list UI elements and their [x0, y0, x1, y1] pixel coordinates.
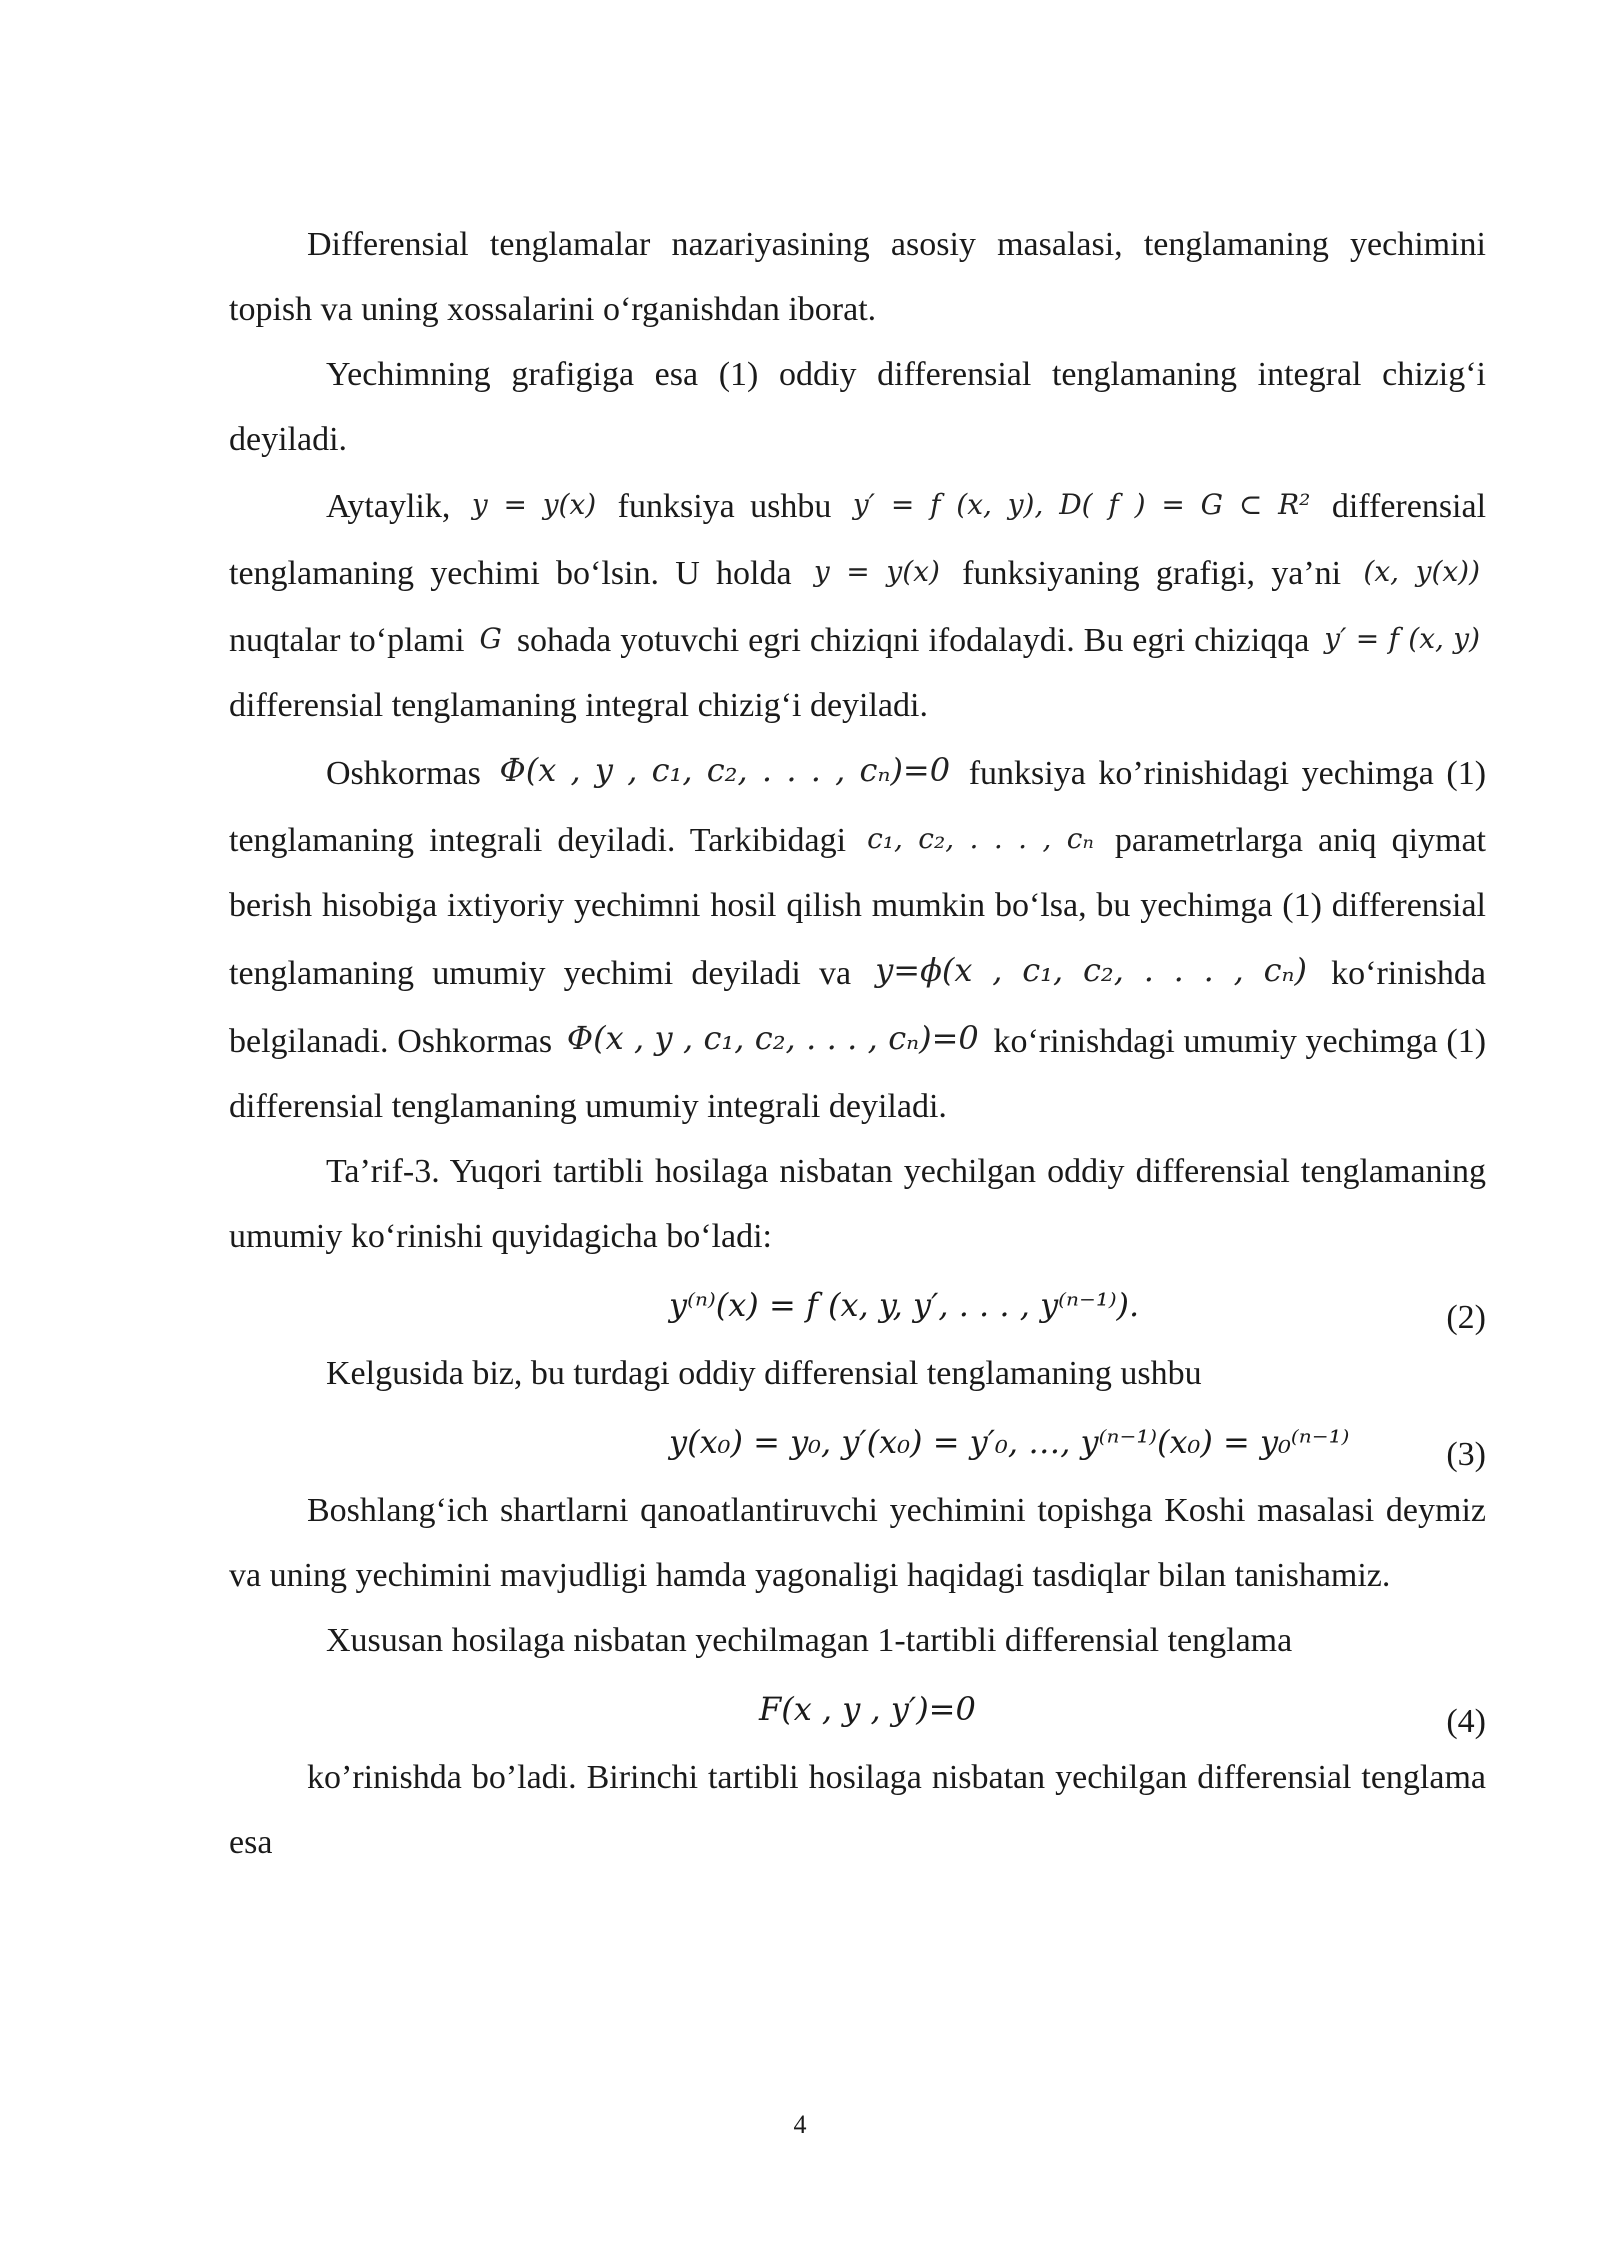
- page-number: 4: [793, 2110, 807, 2139]
- text-run: differensial tenglamaning yechimi bo‘lsin. U holda: [229, 488, 1487, 592]
- text-run: Oshkormas: [326, 755, 481, 792]
- paragraph-9: ko’rinishda bo’ladi. Birinchi tartibli hosilaga nisbatan yechilgan differensial tenglama esa: [229, 1759, 1486, 1861]
- paragraph-4: [229, 738, 1486, 1139]
- paragraph-6: Kelgusida biz, bu turdagi oddiy differensial tenglamaning ushbu: [326, 1355, 1202, 1392]
- text-run: funksiya ko’rinishidagi yechimga (1) tenglamaning integrali deyiladi. Tarkibidagi: [229, 755, 1487, 859]
- equation-2: [229, 1269, 1486, 1341]
- paragraph-8: Xususan hosilaga nisbatan yechilmagan 1-tartibli differensial tenglama: [326, 1622, 1293, 1659]
- equation-formula: F(x , y , y′)=0: [759, 1690, 976, 1728]
- equation-number: (2): [1446, 1299, 1486, 1336]
- text-run: nuqtalar to‘plami: [229, 622, 465, 659]
- text-run: differensial tenglamaning integral chizig‘i deyiladi.: [229, 687, 928, 724]
- formula-inline: c₁, c₂, . . . , cₙ: [867, 822, 1094, 855]
- equation-formula: y⁽ⁿ⁾(x) = f (x, y, y′, . . . , y⁽ⁿ⁻¹⁾).: [669, 1286, 1140, 1324]
- paragraph-2: Yechimning grafigiga esa (1) oddiy differensial tenglamaning integral chizig‘i deyiladi.: [229, 356, 1486, 458]
- formula-inline: y = y(x): [813, 555, 940, 588]
- text-run: funksiyaning grafigi, ya’ni: [962, 555, 1342, 592]
- text-run: parametrlarga aniq qiymat berish hisobiga ixtiyoriy yechimni hosil qilish mumkin bo‘lsa, bu yechimga (1) differensial tenglamaning umumiy yechimi deyiladi va: [229, 822, 1487, 992]
- text-run: ko‘rinishdagi umumiy yechimga (1) differensial tenglamaning umumiy integrali deyiladi.: [229, 1023, 1487, 1125]
- formula-inline: y′ = f (x, y), D( f ) = G ⊂ R²: [852, 488, 1311, 521]
- formula-inline: y = y(x): [471, 488, 597, 521]
- text-run: sohada yotuvchi egri chiziqni ifodalaydi. Bu egri chiziqqa: [516, 622, 1310, 659]
- paragraph-3: [229, 472, 1486, 738]
- body-text: [229, 212, 1486, 1875]
- formula-inline: y=ϕ(x , c₁, c₂, . . . , cₙ): [875, 951, 1308, 989]
- formula-inline: (x, y(x)): [1363, 555, 1481, 588]
- formula-inline: G: [479, 622, 502, 655]
- paragraph-5: Ta’rif-3. Yuqori tartibli hosilaga nisbatan yechilgan oddiy differensial tenglamaning umumiy ko‘rinishi quyidagicha bo‘ladi:: [229, 1153, 1486, 1255]
- equation-formula: y(x₀) = y₀, y′(x₀) = y′₀, …, y⁽ⁿ⁻¹⁾(x₀) = y₀⁽ⁿ⁻¹⁾: [669, 1423, 1350, 1461]
- paragraph-1: Differensial tenglamalar nazariyasining asosiy masalasi, tenglamaning yechimini topish va uning xossalarini o‘rganishdan iborat.: [229, 226, 1486, 328]
- equation-number: (3): [1446, 1436, 1486, 1473]
- equation-4: [229, 1673, 1486, 1745]
- formula-inline: Φ(x , y , c₁, c₂, . . . , cₙ)=0: [566, 1019, 979, 1057]
- formula-inline: Φ(x , y , c₁, c₂, . . . , cₙ)=0: [499, 751, 951, 789]
- paragraph-7: Boshlang‘ich shartlarni qanoatlantiruvchi yechimini topishga Koshi masalasi deymiz va uning yechimini mavjudligi hamda yagonaligi haqidagi tasdiqlar bilan tanishamiz.: [229, 1492, 1486, 1594]
- text-run: ko‘rinishda belgilanadi. Oshkormas: [229, 955, 1487, 1060]
- text-run: Aytaylik,: [326, 488, 451, 525]
- equation-3: [229, 1406, 1486, 1478]
- formula-inline: y′ = f (x, y): [1324, 622, 1481, 655]
- text-run: funksiya ushbu: [617, 488, 832, 525]
- equation-number: (4): [1446, 1703, 1486, 1740]
